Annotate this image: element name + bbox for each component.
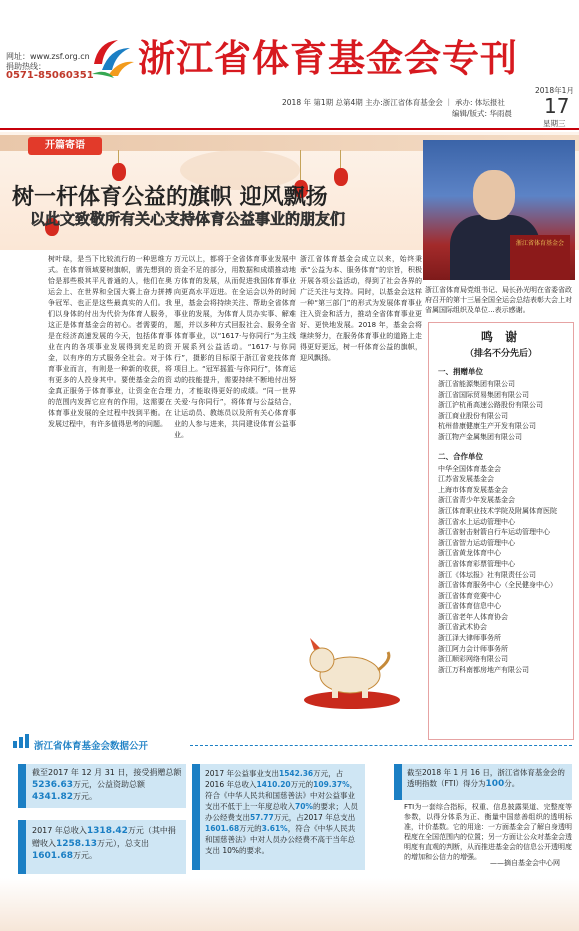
stat-value: 57.77: [250, 813, 274, 822]
stat-value: 1258.13: [56, 838, 97, 849]
partner-item: 浙江省武术协会: [438, 623, 487, 632]
lantern-string: [340, 150, 341, 168]
stat-text-transparency: [407, 767, 569, 790]
partner-item: 浙江省体育信息中心: [438, 602, 501, 611]
stat-accent-bar: [18, 820, 26, 874]
masthead-title: 浙江省体育基金会专刊: [138, 37, 518, 80]
issue-weekday: 星期三: [543, 119, 566, 128]
thanks-list: [438, 366, 572, 675]
partner-item: 浙江顺彩网络有限公司: [438, 655, 508, 664]
partner-item: 上海市体育发展基金会: [438, 485, 508, 494]
donor-item: 浙江省国际贸易集团有限公司: [438, 390, 529, 399]
lantern-string: [118, 150, 119, 164]
stat-value: 1601.68: [205, 824, 240, 833]
donor-item: 浙江沪杭甬高速公路股份有限公司: [438, 401, 543, 410]
stat-accent-bar: [18, 764, 26, 808]
stat-text: ，符合《中华人民共和国慈善法》中对公益事业支出不低于上一年度总收入: [205, 780, 358, 811]
donor-item: 杭州普康健康生产开发有限公司: [438, 422, 536, 431]
speaker-head: [473, 170, 515, 220]
stat-text: 2017 年公益事业支出: [205, 769, 279, 778]
stat-text: 分。: [504, 779, 520, 788]
donation-label: 捐助热线：: [6, 62, 46, 71]
stat-text: 万元（其中捐赠收入: [32, 826, 176, 848]
issue-date: 2018年1月: [535, 86, 574, 95]
stat-value: 4341.82: [32, 792, 73, 802]
edition-line: 2018 年 第1期 总第4期 主办:浙江省体育基金会 ｜ 承办: 体坛报社: [282, 98, 505, 107]
stat-text: 万元。: [73, 851, 97, 860]
stat-accent-bar: [192, 764, 200, 870]
stats-title: 浙江省体育基金会数据公开: [34, 741, 149, 752]
stat-value: 70%: [295, 802, 313, 811]
partner-item: 中华全国体育基金会: [438, 464, 501, 473]
stat-value: 1318.42: [86, 826, 128, 836]
stat-text: 万元的: [290, 780, 314, 789]
partner-item: 浙江《体坛报》社有限责任公司: [438, 570, 536, 579]
headline: 树一杆体育公益的旗帜 迎风飘扬: [12, 185, 328, 210]
article-column-2: 万元以上，都将于全省体育事业发展中资金不足的部分，用数据和成绩推动地方体育的发展，从而促进我国体育事业向更高水平迈进。在全运会以外的时间里，基金会将持续关注、帮助全省体育事业的发展，为体育人员办实事、解难题，并以多种方式回报社会、服务全省体育事业，以“1617·与你同行”为主线开展系列公益活动。“1617·与你同行”，摄影的目标原于浙江省竞技体育项目上。“冠军摇篮·与你同行”，体育运动的技能提升，需要持续不断地付出努力，才能取得更好的成绩。“同一世界关爱·与你同行”，将体育与公益结合，让运动员、教练员以及所有关心体育事业的人参与进来，共同建设体育公益事业。: [174, 255, 296, 439]
donor-item: 浙江商业股份有限公司: [438, 411, 508, 420]
masthead-divider: [0, 128, 579, 130]
stat-value: 5236.63: [32, 779, 73, 790]
thanks-section-heading: 二、合作单位: [438, 451, 483, 461]
partner-item: 浙江省体育竞赛中心: [438, 591, 501, 600]
partner-item: 浙江体育职业技术学院及附属体育医院: [438, 506, 557, 515]
donor-item: 浙江省能源集团有限公司: [438, 380, 515, 388]
subheadline: 以此文致敬所有关心支持体育公益事业的朋友们: [30, 210, 346, 228]
stat-text: 的要求；人员办公经费支出: [205, 802, 358, 822]
donation-phone: 0571-85060351: [6, 70, 94, 81]
partner-item: 浙江省老年人体育协会: [438, 612, 508, 621]
stat-value: 1410.20: [256, 780, 291, 789]
thanks-section-heading: 一、捐赠单位: [438, 367, 483, 376]
stat-value: 109.37%: [313, 780, 350, 789]
partner-item: 浙江省射击射箭自行车运动管理中心: [438, 528, 550, 537]
partner-item: 江苏省发展基金会: [438, 475, 494, 484]
stat-value: 3.61%: [261, 824, 288, 833]
article-column-3: 浙江省体育基金会成立以来，始终秉承“公益为本、服务体育”的宗旨，积极开展各项公益活动，得到了社会各界的广泛关注与支持。同时，以基金会这样一种“第三部门”的形式为发展体育事业注入资金和活力，推动全省体育事业更好、更快地发展。2018 年，基金会将继续努力，在服务体育事业的道路上走得更好更远，树一杆体育公益的旗帜，迎风飘扬。: [300, 255, 422, 362]
lantern-icon: [112, 163, 126, 181]
foundation-logo: [88, 34, 136, 80]
partner-item: 浙江省水上运动管理中心: [438, 517, 515, 526]
partner-item: 浙江省体育服务中心（全民健身中心）: [438, 581, 557, 590]
partner-item: 浙江省青少年发展基金会: [438, 496, 515, 505]
editor-line: 编辑/版式: 华雨晨: [452, 109, 512, 118]
chart-icon: [12, 734, 32, 748]
stat-text: 万元。: [73, 792, 97, 801]
stat-text: 万元），总支出: [97, 838, 149, 848]
section-tag: 开篇寄语: [28, 137, 102, 155]
partner-item: 浙江省智力运动管理中心: [438, 538, 515, 547]
partner-item: 浙江省体育彩票管理中心: [438, 559, 515, 568]
article-column-1: 树叶绿，是当下比较流行的一种思维方式。在体育领域要树旗帜，需先想到的恰是那些极其平凡普通的人，他们在奥运会上、在世界和全国大赛上奋力拼搏争冠军、也正是这些最真实的人们。我们以身体的付出为代价为体育人服务，这正是体育基金会的初心。者需要的，是在经济高速发展的今天，包括体育事业在内的各项事业发展得到充足的资金，以有序的方式服务全社会。对于体育事业而言，有则是一种新的收获，将有更多的人投身其中。要使基金会的资金真正服务于体育事业，让资金在合理的范围内发挥它应有的作用，这需要在体育事业发展的全过程中找到平衡。在发展过程中，有许多值得思考的问题。: [48, 255, 172, 428]
masthead-contact: [6, 52, 90, 72]
stat-accent-bar: [394, 764, 402, 800]
stat-text: 万元，占2016 年总收入: [205, 769, 344, 789]
stat-text: 万元，公益资助总额: [73, 779, 145, 789]
stat-text-income: [32, 825, 182, 863]
partner-item: 浙江省黄龙体育中心: [438, 549, 501, 558]
source-signature: ——摘自基金会中心网: [490, 859, 560, 867]
stat-text: 截至2018 年 1 月 16 日，浙江省体育基金会的透明指数（FTI）得分为: [407, 768, 565, 788]
website-text: 网址：www.zsf.org.cn: [6, 52, 90, 61]
lantern-string: [300, 150, 301, 180]
stats-divider: [190, 745, 572, 746]
partner-item: 浙江万科南都房地产有限公司: [438, 665, 529, 674]
stat-value: 1542.36: [278, 769, 314, 778]
thanks-title: 鸣 谢: [480, 330, 522, 344]
stat-text-expenditure: [205, 768, 361, 856]
stat-value: 1601.68: [32, 851, 73, 861]
stat-text: 万元，占2017 年总支出: [273, 813, 356, 822]
podium-label: 浙江省体育基金会: [515, 240, 564, 247]
lantern-icon: [334, 168, 348, 186]
donor-item: 浙江物产金属集团有限公司: [438, 432, 522, 441]
partner-item: 浙江阿力会计师事务所: [438, 644, 508, 653]
partner-item: 浙江泽大律师事务所: [438, 634, 501, 643]
stat-text: 2017 年总收入: [32, 826, 87, 835]
thanks-subtitle: （排名不分先后）: [464, 349, 537, 359]
stat-text: 截至2017 年 12 月 31 日，接受捐赠总额: [32, 768, 182, 777]
stat-text-donations: [32, 767, 182, 804]
issue-day: 17: [544, 94, 570, 118]
dog-illustration: [292, 630, 402, 710]
footer-decoration: [0, 878, 579, 931]
stat-text: ，符合《中华人民共和国慈善法》中对人员办公经费不高于当年总支出 10%的要求。: [205, 824, 356, 855]
photo-caption: 浙江省体育局党组书记、局长孙光明在省委省政府召开的第十三届全国全运会总结表彰大会上对省属国际组织及单位...表示感谢。: [425, 286, 572, 314]
stat-value: 100: [485, 779, 505, 789]
stat-text: 万元的: [239, 824, 262, 833]
fti-explanation: FTI为一套综合指标，权重、信息披露渠道、完整度等参数，以得分体系为正、衡量中国慈善组织的透明标准，计价基数。它的用途：一方面基金会了解自身透明程度在全国范围内的位置；另一方面让公众对基金会透明度有直观的判断，从而推进基金会的信息公开透明度的增加和公信力的增强。: [404, 803, 572, 861]
